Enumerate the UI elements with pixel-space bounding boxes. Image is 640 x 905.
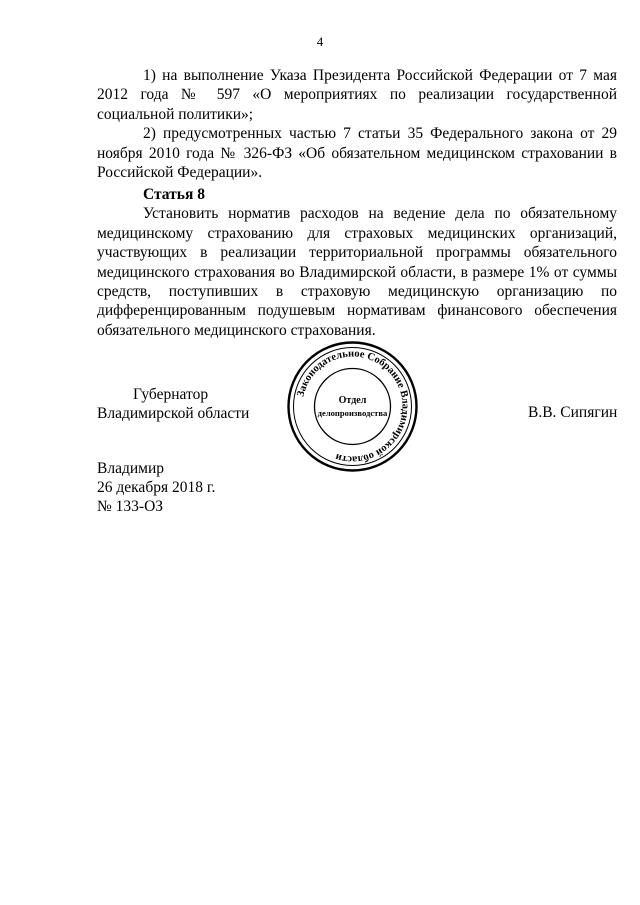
position-line-1: Губернатор [133,386,209,403]
position-line-2: Владимирской области [97,405,250,423]
items-block [97,66,617,182]
page-number: 4 [316,34,324,49]
seal-ring-text: Законодательное Собрание Владимирской области [295,348,411,465]
seal-center-line-2: делопроизводства [317,408,388,418]
footer-law-number: № 133-ОЗ [97,498,164,515]
document-footer [97,459,215,516]
official-seal-stamp [285,339,420,474]
paragraph-item-2: 2) предусмотренных частью 7 статьи 35 Федерального закона от 29 ноября 2010 года № 326-ФЗ «Об обязательном медицинском страховании в Российской Федерации». [97,125,617,182]
article-8-block [97,185,617,340]
seal-center-line-1: Отдел [338,395,367,406]
footer-date: 26 декабря 2018 г. [97,479,216,496]
seal-center-ring [315,369,391,445]
seal-outer-ring [289,343,417,471]
footer-city: Владимир [97,460,164,477]
article-title: Статья 8 [143,186,205,203]
article-text: Установить норматив расходов на ведение дела по обязательному медицинскому страхованию для страховых медицинских организаций, участвующих в реализации территориальной программы обязательного медицинского страхования во Владимирской области, в размере 1% от суммы средств, поступивших в страховую медицинскую организацию по дифференцированным подушевым нормативам финансового обеспечения обязательного медицинского страхования. [97,205,617,339]
signatory-position [97,385,249,424]
seal-inner-ring [294,348,412,466]
paragraph-item-1: 1) на выполнение Указа Президента Российской Федерации от 7 мая 2012 года № 597 «О мероприятиях по реализации государственной социальной политики»; [97,67,617,123]
signatory-name: В.В. Сипягин [528,404,618,421]
